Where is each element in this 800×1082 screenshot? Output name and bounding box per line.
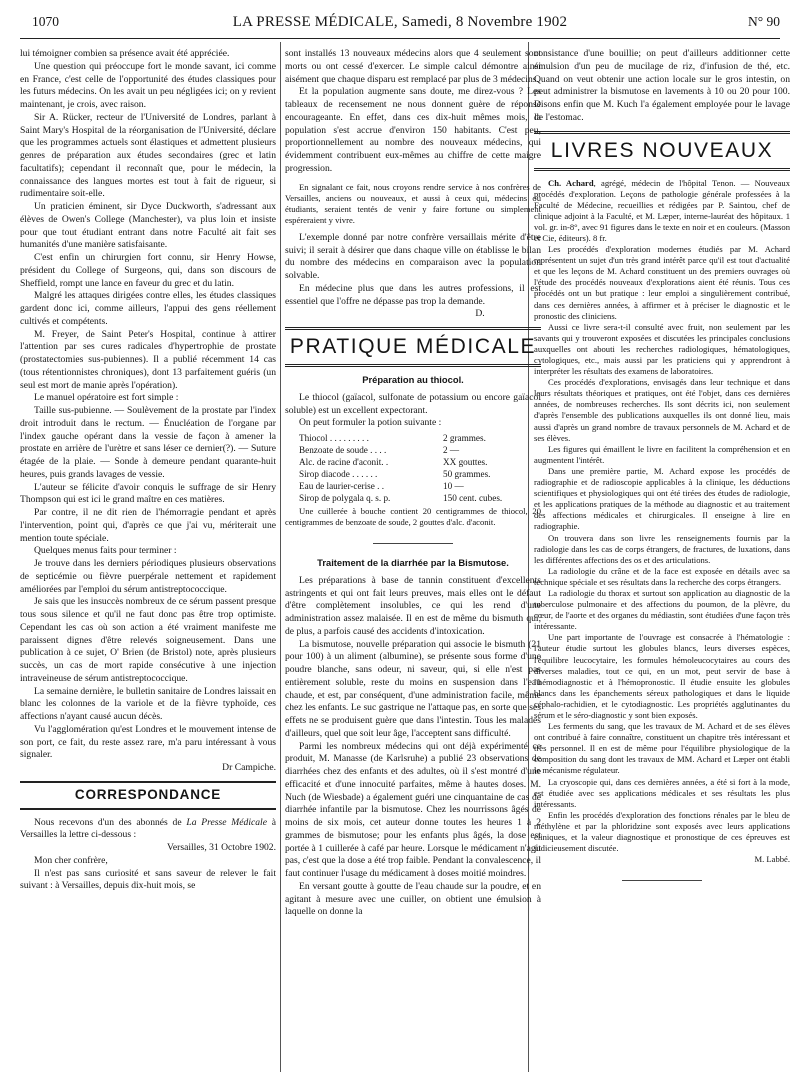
paragraph: Par contre, il ne dit rien de l'hémorragie pendant et après l'intervention, point qui, d'après ce que j'ai vu, mériterait une mention toute spéciale.	[20, 507, 276, 544]
paragraph: La cryoscopie qui, dans ces dernières années, a été si fort à la mode, est étudiée avec ses applications médicales et ses résultats les plus intéressants.	[534, 776, 790, 809]
recipe-row: Eau de laurier-cerise . . 10 —	[299, 481, 464, 492]
paragraph: Dans une première partie, M. Achard expose les procédés de radiographie et de radioscopie applicables à la clinique, les déductions scientifiques et physiologiques qui ont été tirées des études de radiologie, et les applications pratiques de la méthode au diagnostic et au traitement des affections médicales et chirurgicales. Il enseigne à lire en radiographie.	[534, 465, 790, 532]
paragraph: L'auteur se félicite d'avoir conquis le suffrage de sir Henry Thompson qui est ici le grand maître en ces matières.	[20, 481, 276, 506]
journal-title: LA PRESSE MÉDICALE, Samedi, 8 Novembre 1902	[232, 14, 568, 30]
paragraph: Aussi ce livre sera-t-il consulté avec fruit, non seulement par les savants qui y trouveront exposées et discutées les principales conclusions auxquelles ont abouti les recherches radiologiques, hématologiques, cytologiques, etc., mais aussi par les praticiens qui y apprendront à interpréter les résultats des examens de laboratoires.	[534, 321, 790, 377]
paragraph: En médecine plus que dans les autres professions, il est essentiel que l'offre ne dépasse pas trop la demande.	[285, 282, 541, 307]
paragraph: C'est enfin un chirurgien fort connu, sir Henry Howse, président du College of Surgeons, qui, dans son discours de Sheffield, rompt une lance en faveur du grec et du latin.	[20, 252, 276, 289]
paragraph: consistance d'une bouillie; on peut d'ailleurs additionner cette émulsion d'un peu de mucilage de riz, d'infusion de thé, etc. Quand on veut obtenir une action locale sur le gros intestin, on peut administrer la bismutose en lavements à 10 ou 20 pour 100. Disons enfin que M. Kuch l'a également employée pour le lavage de l'estomac.	[534, 48, 790, 123]
correspondance-header	[20, 781, 276, 810]
section-title: CORRESPONDANCE	[74, 786, 222, 802]
journal-name: La Presse Médicale	[186, 816, 267, 828]
pratique-header	[285, 327, 541, 367]
paragraph: Il n'est pas sans curiosité et sans saveur de relever le fait suivant : à Versailles, depuis dix-huit mois, se	[20, 867, 276, 892]
subheading: Préparation au thiocol.	[362, 374, 464, 386]
section-title: PRATIQUE MÉDICALE	[289, 335, 537, 359]
paragraph: Nous recevons d'un des abonnés de La Presse Médicale à Versailles la lettre ci-dessous :	[20, 816, 276, 841]
paragraph: lui témoigner combien sa présence avait été appréciée.	[20, 48, 230, 59]
signature: D.	[475, 308, 485, 320]
paragraph: En versant goutte à goutte de l'eau chaude sur la poudre, et en agitant à mesure avec une cuiller, on obtient une émulsion à laquelle on donne la	[285, 880, 541, 918]
paragraph: Et la population augmente sans doute, me direz-vous ? Les tableaux de recensement ne nous donnent guère de réponse encourageante. En effet, dans ces dix-huit mêmes mois, la population s'est accrue d'environ 150 habitants. C'est peu, proportionnellement au nombre des nouveaux médecins, qui évidemment contribuent eux-mêmes au chiffre de cette maigre progression.	[285, 86, 541, 174]
paragraph: En signalant ce fait, nous croyons rendre service à nos confrères de Versailles, anciens ou nouveaux, et aussi à ceux qui, médecins ou étudiants, seraient tentés de venir y faire fortune ou simplement espéreraient y vivre.	[285, 181, 541, 225]
paragraph: Vu l'agglomération qu'est Londres et le mouvement intense de son port, ce fait, du reste assez rare, m'a paru intéressant à vous signaler.	[20, 723, 276, 761]
book-author: Ch. Achard	[548, 177, 594, 188]
paragraph: Le thiocol (gaïacol, sulfonate de potassium ou encore gaïacol soluble) est un excellent expectorant.	[285, 391, 541, 416]
paragraph: Un praticien éminent, sir Dyce Duckworth, s'adressant aux élèves de Owen's College (Manchester), va plus loin et insiste pour que tout étudiant entrant dans notre Faculté ait fait ses humanités d'une manière satisfaisante.	[20, 201, 276, 251]
paragraph: Les ferments du sang, que les travaux de M. Achard et de ses élèves ont contribué à faire connaître, constituent un chapitre très intéressant et très personnel. Il en est de même pour l'équilibre physiologique de la composition du sang dont les travaux de MM. Achard et Læper ont établi le mécanisme régulateur.	[534, 721, 790, 776]
paragraph: Enfin les procédés d'exploration des fonctions rénales par le bleu de méthylène et par la phloridzine sont exposés avec leurs applications cliniques, et la valeur diagnostique et pronostique de ces épreuves est judicieusement discutée.	[534, 809, 790, 854]
paragraph: On peut formuler la potion suivante :	[299, 417, 442, 429]
london-letter	[20, 48, 276, 762]
page-header	[10, 14, 790, 36]
recipe-row: Benzoate de soude . . . . 2 —	[299, 445, 460, 456]
page-number: 1070	[32, 14, 59, 29]
paragraph: Le manuel opératoire est fort simple :	[34, 392, 179, 404]
recipe-note: Une cuillerée à bouche contient 20 centigrammes de thiocol, 20 centigrammes de benzoate de soude, 2 gouttes d'alc. d'aconit.	[285, 506, 541, 528]
signature: M. Labbé.	[754, 854, 790, 865]
issue-number: N° 90	[747, 14, 780, 29]
paragraph: Je trouve dans les derniers périodiques plusieurs observations de septicémie ou fièvre puerpérale nettement et rapidement améliorées par l'emploi du sérum antistreptococcique.	[20, 558, 276, 595]
paragraph: La bismutose, nouvelle préparation qui associe le bismuth (21 pour 100) à un aliment (albumine), se présente sous forme d'une poudre blanche, sans odeur, ni saveur, qui, si elle n'est pas entièrement soluble, reste du moins en suspension dans l'eau chaude, et est, par conséquent, d'une administration facile, même chez les enfants. Le suc gastrique ne l'attaque pas, en sorte que ses effets ne se produisent guère que dans l'intestin. Tous les malades d'ailleurs, quel que soit leur âge, l'acceptent sans difficulté.	[285, 638, 541, 739]
paragraph: Sir A. Rücker, recteur de l'Université de Londres, parlant à Saint Mary's Hospital de la réorganisation de l'Université, déclare que les programmes actuels sont élastiques et admettent plusieurs genres de préparation aux études secondaires (grec et latin facultatifs); cependant il reconnaît que, pour le médecin, la connaissance des langues mortes est tout à fait de rigueur, si rudimentaire soit-elle.	[20, 111, 276, 200]
paragraph: Je sais que les insuccès nombreux de ce sérum passent presque tous sous silence et qu'il ne faut donc pas être trop optimiste. Cependant les cas où son action a été vraiment manifeste me paraissent dignes d'être relevés soigneusement. Dans une publication à ce sujet, O' Brien (de Bristol) note, après plusieurs succès, un cas de mort rapide consécutive à une injection intraveineuse de sérum antistreptococcique.	[20, 596, 276, 684]
paragraph: Une part importante de l'ouvrage est consacrée à l'hématologie : l'auteur étudie surtout les globules blancs, leurs diverses espèces, l'équilibre leucocytaire, les formules hémoleucocytaires au cours des diverses maladies, tout ce qui, en un mot, peut servir de base à l'hémodiagnostic et à l'hémopronostic. Il étudie ensuite les globules blancs dans les épanchements séreux pathologiques et dans le liquide céphalo-rachidien, et le cytodiagnostic. Les propriétés agglutinantes du sérum et le séro-diagnostic y sont bien exposés.	[534, 632, 790, 720]
paragraph: sont installés 13 nouveaux médecins alors que 4 seulement sont morts ou ont cessé d'exercer. Le simple calcul démontre ainsi aisément que chaque disparu est remplacé par plus de 3 médecins.	[285, 48, 541, 85]
paragraph: Malgré les attaques dirigées contre elles, les études classiques gardent donc ici, comme ailleurs, l'appui des gens réellement cultivés et compétents.	[20, 290, 276, 327]
recipe-row: Alc. de racine d'aconit. . XX gouttes.	[299, 457, 488, 468]
letter-date: Versailles, 31 Octobre 1902.	[167, 842, 276, 853]
paragraph: Une question qui préoccupe fort le monde savant, ici comme en France, c'est celle de l'opportunité des études classiques pour les futurs médecins. On les avait un peu négligées ici; on y revient maintenant, je crois, avec raison.	[20, 60, 276, 110]
paragraph: Taille sus-pubienne. — Soulèvement de la prostate par l'index droit introduit dans le rectum. — Énucléation de l'organe par l'index gauche opérant dans la vessie de façon à amener la prostate en arrière de l'urètre et sans léser ce dernier(?). — Suture étagée de la plaie. — Sonde à demeure pendant quarante-huit heures, puis grands lavages de vessie.	[20, 405, 276, 480]
separator-rule	[285, 536, 541, 549]
paragraph: Les préparations à base de tannin constituent d'excellents astringents et qui ont fait leurs preuves, mais elles ont le défaut d'être complètement insolubles, ce qui les rend d'une administration assez malaisée. Il en est de même du bismuth qui, de plus, a parfois causé des accidents d'intoxication.	[285, 574, 541, 637]
paragraph: La radiologie du crâne et de la face est exposée en détails avec sa technique spéciale et ses résultats dans la recherche des corps étrangers.	[534, 565, 790, 587]
paragraph: Les procédés d'exploration modernes étudiés par M. Achard représentent un sujet d'un très grand intérêt parce qu'il est tout d'actualité et que les leçons de M. Achard constituent un des premiers ouvrages où l'étude des procédés nouveaux d'explorations aient été réunis. Tous ces procédés ont un but pratique : leur emploi a singulièrement contribué, dans ces dernières années, à affirmer et à préciser le diagnostic et le pronostic des cliniciens.	[534, 244, 790, 321]
column-left	[20, 48, 276, 1068]
separator-rule	[534, 873, 790, 886]
section-title: LIVRES NOUVEAUX	[550, 138, 774, 162]
paragraph: L'exemple donné par notre confrère versaillais mérite d'être suivi; il serait à désirer que dans chaque ville on établisse le bilan du nombre des médecins en comparaison avec la population solvable.	[285, 231, 541, 282]
column-middle	[285, 48, 541, 1068]
livres-header	[534, 131, 790, 171]
signature: Dr Campiche.	[222, 762, 276, 773]
salutation: Mon cher confrère,	[34, 854, 108, 866]
paragraph: La radiologie du thorax et surtout son application au diagnostic de la tuberculose pulmonaire et des affections du poumon, de la plèvre, du cœur, de l'aorte et des organes du médiastin, sont étudiées d'une façon très intéressante.	[534, 587, 790, 632]
column-divider	[280, 42, 281, 1072]
paragraph: M. Freyer, de Saint Peter's Hospital, continue à attirer l'attention par ses cures radicales d'hypertrophie de prostate (prostatectomies sus-pubiennes). Il a publié récemment 14 cas (tous rétentionnistes chroniques), dont 13 parfaitement guéris (un seul est mort de manie après l'opération).	[20, 328, 276, 391]
subheading: Traitement de la diarrhée par la Bismutose.	[317, 557, 509, 569]
paragraph: On trouvera dans son livre les renseignements fournis par la radiologie dans les cas de corps étrangers, de fractures, de luxations, dans les différentes affections des os et des articulations.	[534, 532, 790, 565]
paragraph: Parmi les nombreux médecins qui ont déjà expérimenté ce produit, M. Manasse (de Karlsruhe) a publié 23 observations de diarrhées chez des enfants et des adultes, où il s'est montré d'une efficacité et d'une innocuité parfaites, même à hautes doses. M. Nuch (de Wiesbade) a également guéri une cinquantaine de cas de diarrhée infantile par la bismutose. Chez les nourrissons âgés de moins de six mois, cet auteur donne toutes les heures 1 à 2 grammes de bismutose; pour les enfants plus âgés, la dose est portée à 1 cuillerée à café par heure. Lorsque le médicament n'agit pas, c'est que la dose a été trop faible. Pendant la convalescence, il faut continuer l'usage du médicament à doses moitié moindres.	[285, 740, 541, 880]
paragraph: La semaine dernière, le bulletin sanitaire de Londres laissait en blanc les colonnes de la variole et de la fièvre typhoïde, ces affections n'ayant causé aucun décès.	[20, 685, 276, 722]
paragraph: Quelques menus faits pour terminer :	[34, 545, 177, 557]
book-reference: Ch. Achard, agrégé, médecin de l'hôpital Tenon. — Nouveaux procédés d'exploration. Leçons de pathologie générale professées à la Faculté de Médecine, recueillies et rédigées par P. Saintou, chef de clinique adjoint à la Faculté, et M. Læper, interne-lauréat des hôpitaux. 1 vol. gr. in-8°, avec 91 figures dans le texte en noir et en couleurs. (Masson et Cie, éditeurs). 8 fr.	[534, 177, 790, 243]
recipe-row: Thiocol . . . . . . . . . 2 grammes.	[299, 433, 486, 444]
paragraph: Ces procédés d'explorations, envisagés dans leur technique et dans leurs résultats théoriques et pratiques, ont été l'objet, dans ces dernières années, de nombreuses recherches. Ils sont décrits ici, non seulement d'après l'ensemble des publications auxquelles ils ont donné lieu, mais aussi d'après un grand nombre de travaux personnels de M. Achard et de ses élèves.	[534, 377, 790, 443]
header-rule	[20, 38, 780, 39]
recipe-row: Sirop diacode . . . . . . 50 grammes.	[299, 469, 491, 480]
column-right	[534, 48, 790, 1068]
recipe-row: Sirop de polygala q. s. p. 150 cent. cubes.	[299, 493, 503, 504]
recipe-table	[299, 432, 535, 504]
paragraph: Les figures qui émaillent le livre en facilitent la compréhension et en augmentent l'intérêt.	[534, 443, 790, 465]
